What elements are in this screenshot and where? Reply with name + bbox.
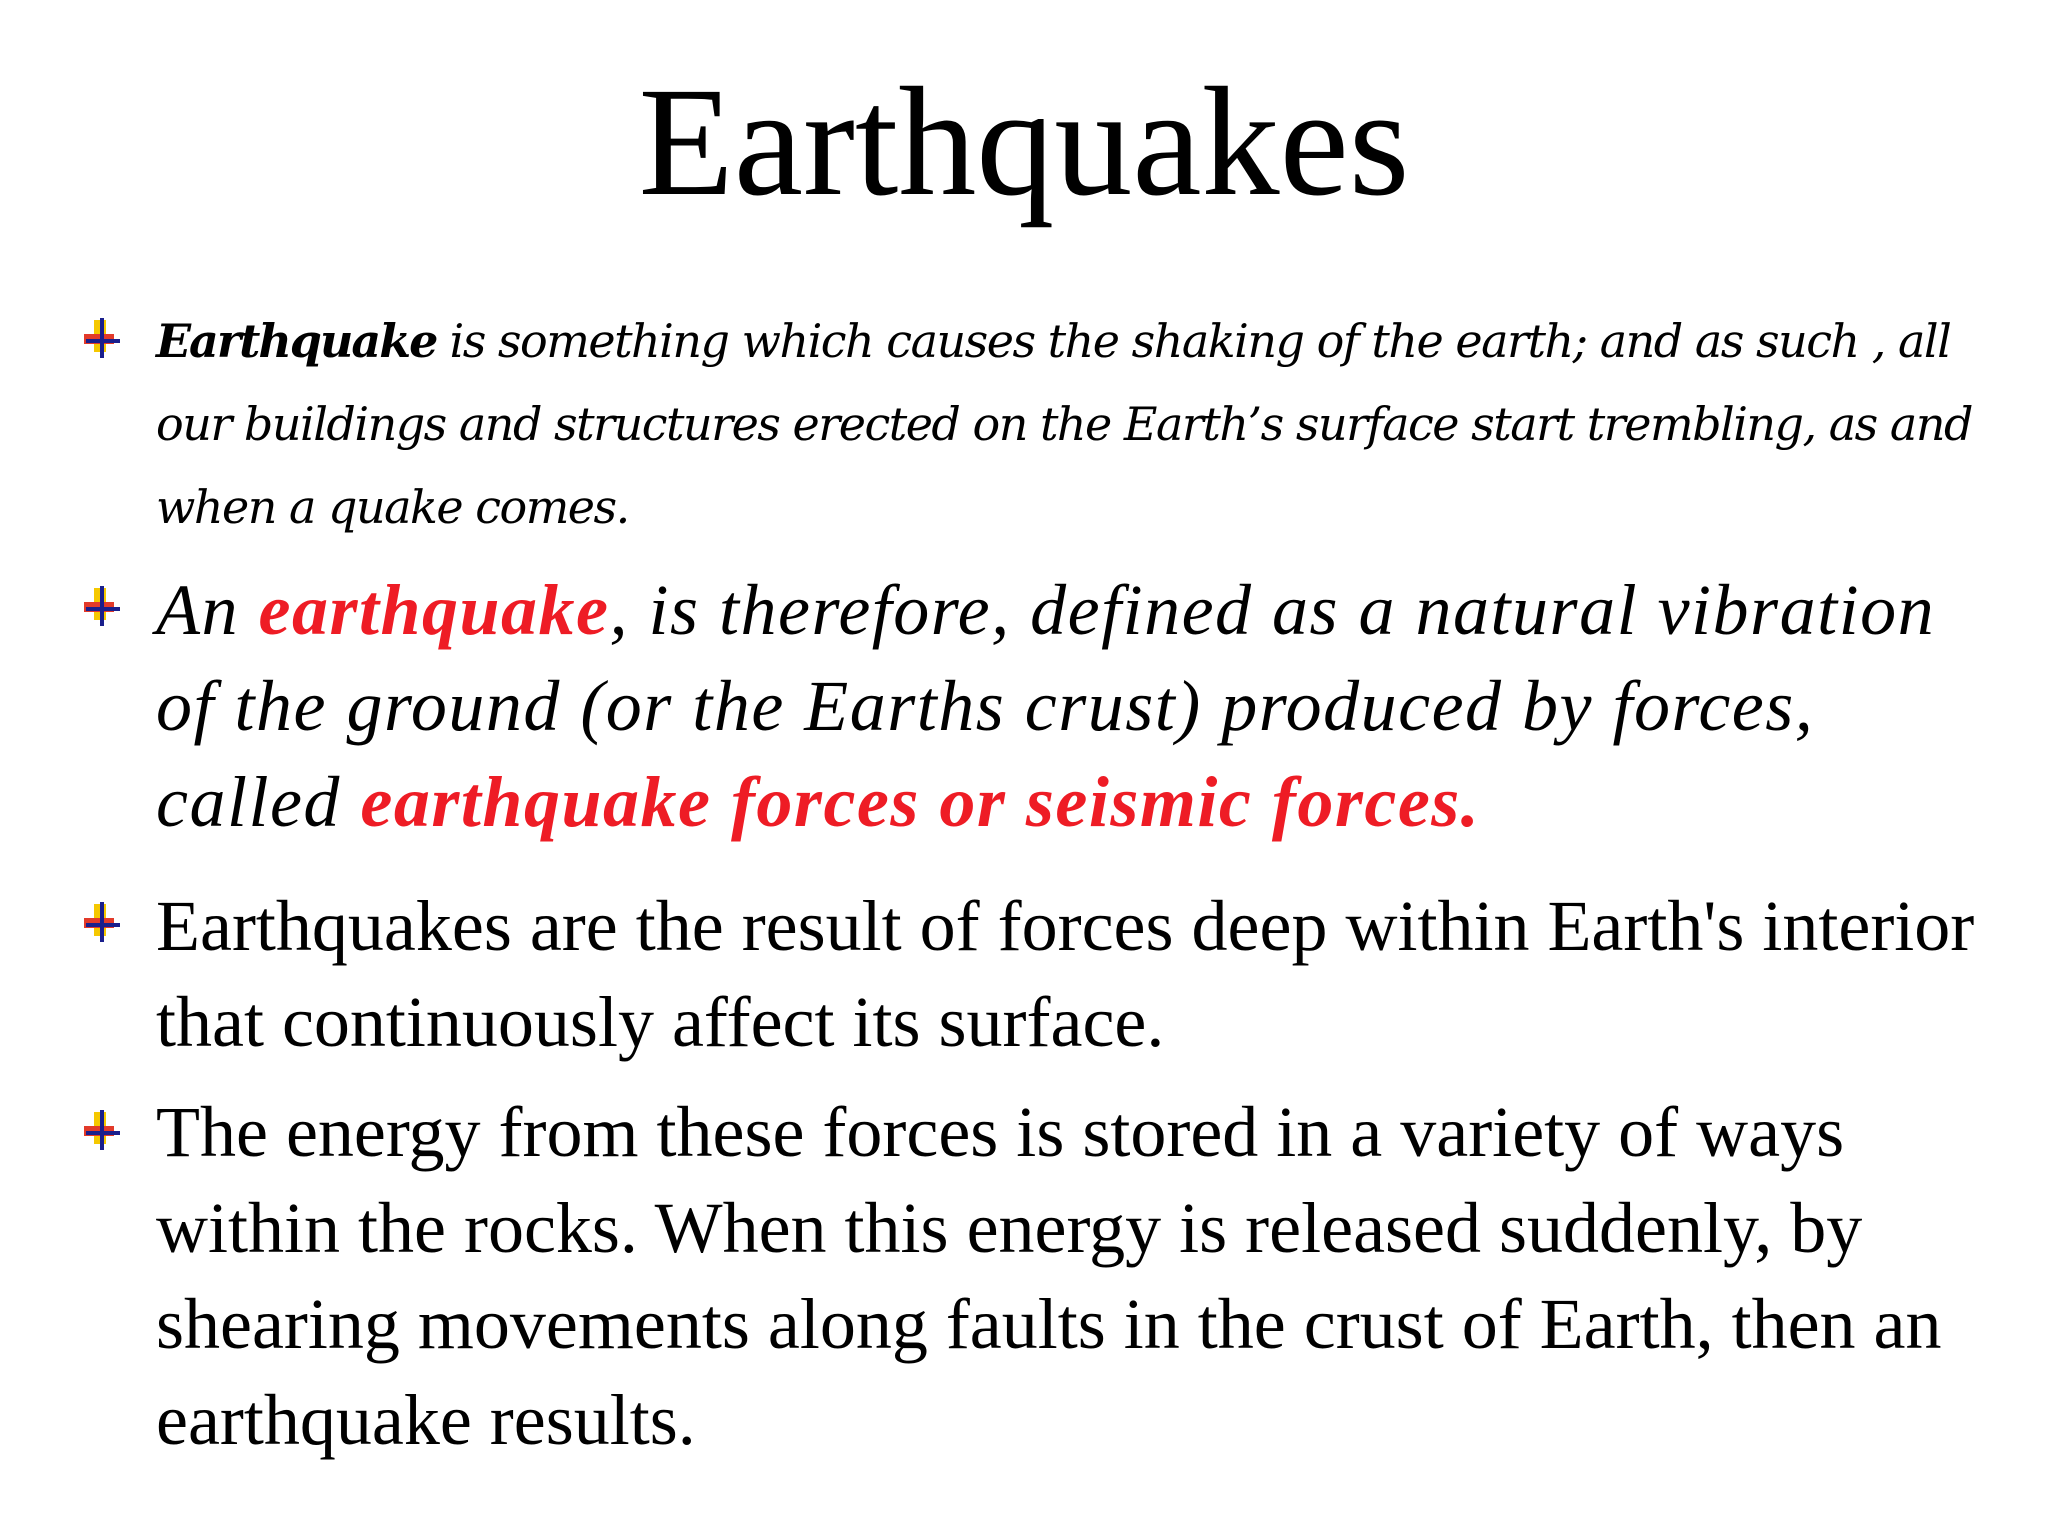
bullet-body: is something which causes the shaking of the earth; and as such , all our buildings and structures erected on the Earth’s surface start trembling, as and when a quake comes.: [156, 314, 1972, 534]
bullet-text: The energy from these forces is stored in a variety of ways within the rocks. When this energy is released suddenly, by shearing movements along faults in the crust of Earth, then an earthquake results.: [156, 1092, 1942, 1460]
slide-title: Earthquakes: [638, 55, 1410, 228]
pushpin-bullet-icon: [78, 898, 126, 946]
bullet-text: [156, 300, 2008, 549]
bullet-text: Earthquakes are the result of forces deep within Earth's interior that continuously affect its surface.: [156, 886, 1975, 1062]
pushpin-bullet-icon: [78, 582, 126, 630]
bullet-text: [156, 562, 2008, 850]
emphasis-term: earthquake: [258, 570, 610, 650]
emphasis-term: earthquake forces or seismic forces.: [360, 762, 1481, 842]
pushpin-bullet-icon: [78, 314, 126, 362]
bullet-body: An: [156, 570, 259, 650]
pushpin-bullet-icon: [78, 1106, 126, 1154]
bullet-lead-term: Earthquake: [156, 314, 437, 368]
bullet-body: , is therefore, defined as a natural vibration of the ground (or the Earths crust) produced by forces, called: [156, 570, 1936, 842]
